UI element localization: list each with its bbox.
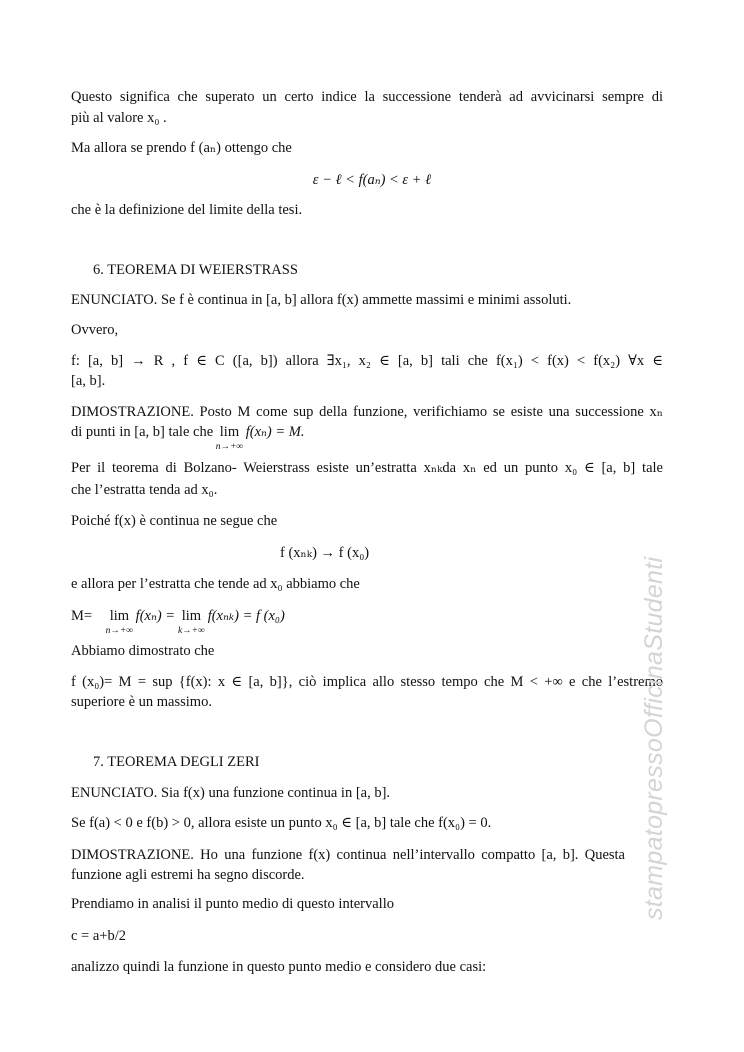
paragraph-line: Poiché f(x) è continua ne segue che: [71, 513, 278, 529]
paragraph-line: superiore è un massimo.: [71, 694, 212, 710]
lim-label: lim: [219, 424, 240, 440]
formula: f(xₙₖ) = f (x₀): [207, 608, 285, 624]
paragraph-line: ENUNCIATO. Se f è continua in [a, b] allora f(x) ammette massimi e minimi assoluti.: [71, 292, 572, 308]
paragraph-line: Prendiamo in analisi il punto medio di questo intervallo: [71, 896, 394, 912]
section-heading-weierstrass: 6. TEOREMA DI WEIERSTRASS: [93, 262, 298, 278]
section-heading-zeri: 7. TEOREMA DEGLI ZERI: [93, 754, 260, 770]
limit: [105, 607, 134, 636]
lim-label: lim: [109, 608, 130, 624]
paragraph-line: ENUNCIATO. Sia f(x) una funzione continua in [a, b].: [71, 785, 391, 801]
watermark: stampatopressoOfficinaStudenti: [640, 556, 668, 920]
formula-limit: [71, 607, 285, 636]
paragraph-line: che è la definizione del limite della tesi.: [71, 202, 303, 218]
paragraph-line: Se f(a) < 0 e f(b) > 0, allora esiste un punto x₀ ∈ [a, b] tale che f(x₀) = 0.: [71, 815, 492, 831]
limit: [215, 423, 244, 452]
paragraph-line: [71, 423, 305, 452]
paragraph-line: Abbiamo dimostrato che: [71, 643, 215, 659]
formula: f(xₙ) = M.: [245, 424, 305, 440]
lim-subscript: n→+∞: [215, 442, 244, 452]
paragraph-line: DIMOSTRAZIONE. Ho una funzione f(x) continua nell’intervallo compatto [a, b]. Questa: [71, 847, 625, 863]
paragraph-line: analizzo quindi la funzione in questo punto medio e considero due casi:: [71, 959, 487, 975]
text: di punti in [a, b] tale che: [71, 424, 214, 440]
limit: [177, 607, 205, 636]
paragraph-line: c = a+b/2: [71, 928, 127, 944]
paragraph-line: che l’estratta tenda ad x₀.: [71, 482, 218, 498]
paragraph-line: Questo significa che superato un certo indice la successione tenderà ad avvicinarsi sempre di: [71, 89, 663, 105]
paragraph-line: Per il teorema di Bolzano- Weierstrass esiste un’estratta xₙₖda xₙ ed un punto x₀ ∈ [a, b] tale: [71, 460, 663, 476]
paragraph-line: Ovvero,: [71, 322, 119, 338]
paragraph-line: f: [a, b] → R , f ∈ C ([a, b]) allora ∃x₁, x₂ ∈ [a, b] tali che f(x₁) < f(x) < f(x₂) ∀x ∈: [71, 353, 663, 369]
paragraph-line: funzione agli estremi ha segno discorde.: [71, 867, 305, 883]
paragraph-line: f (x₀)= M = sup {f(x): x ∈ [a, b]}, ciò implica allo stesso tempo che M < +∞ e che l’estremo: [71, 674, 663, 690]
formula-inequality: ε − ℓ < f(aₙ) < ε + ℓ: [312, 172, 432, 188]
paragraph-line: DIMOSTRAZIONE. Posto M come sup della funzione, verifichiamo se esiste una successione xₙ: [71, 404, 663, 420]
lim-label: lim: [181, 608, 202, 624]
paragraph-line: Ma allora se prendo f (aₙ) ottengo che: [71, 140, 292, 156]
text: M=: [71, 608, 93, 624]
formula-convergence: f (xₙₖ) → f (x₀): [280, 545, 370, 561]
paragraph-line: più al valore x₀ .: [71, 110, 167, 126]
paragraph-line: [a, b].: [71, 373, 106, 389]
lim-subscript: k→+∞: [177, 626, 205, 636]
formula: f(xₙ) =: [135, 608, 176, 624]
lim-subscript: n→+∞: [105, 626, 134, 636]
paragraph-line: e allora per l’estratta che tende ad x₀ abbiamo che: [71, 576, 360, 592]
